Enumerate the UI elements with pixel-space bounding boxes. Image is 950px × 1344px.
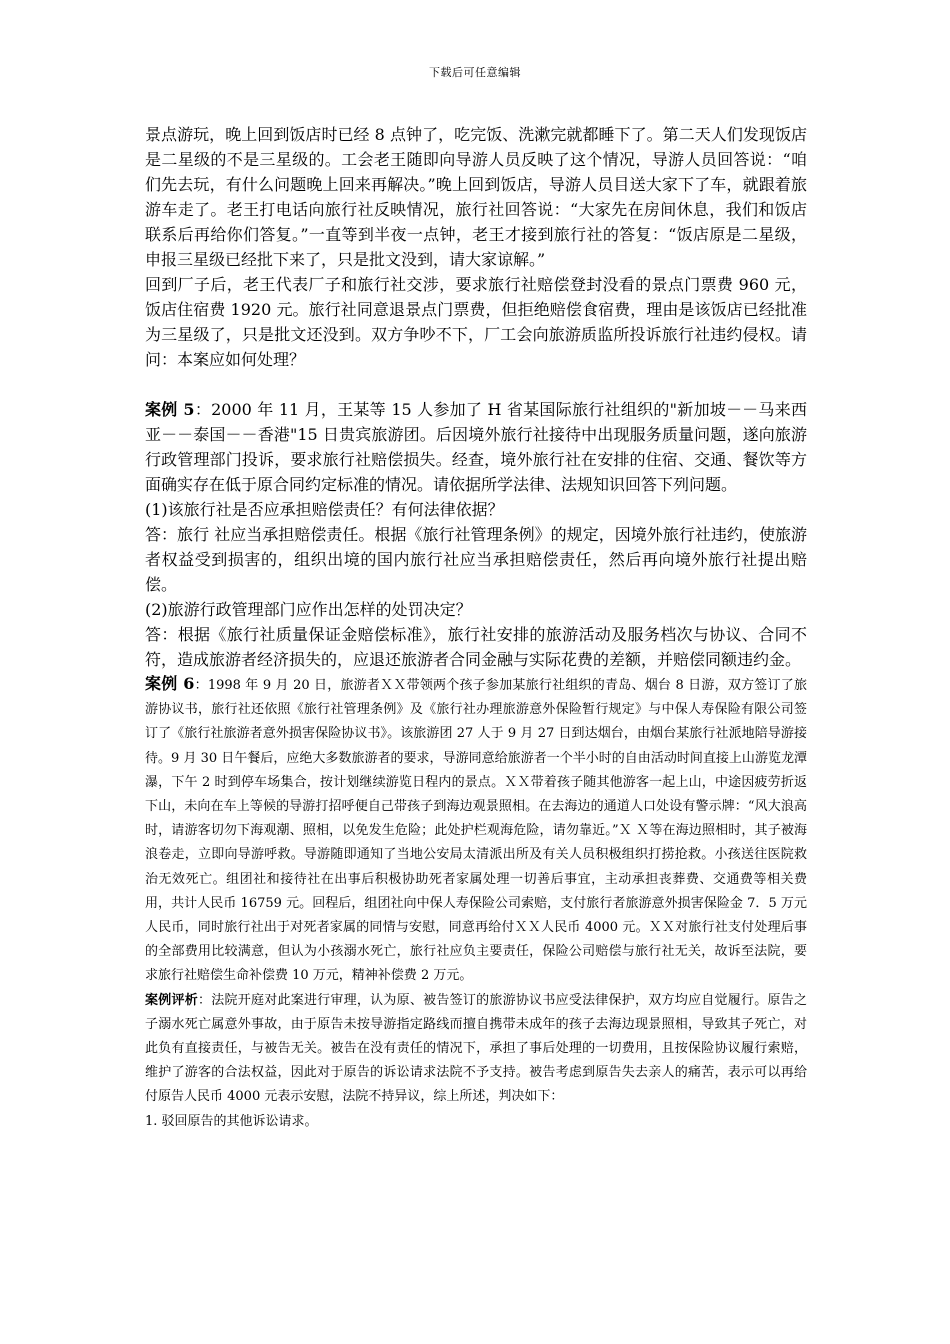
- spacer: [145, 372, 807, 397]
- case6-paragraph: [145, 672, 807, 989]
- question-1: (1)该旅行社是否应承担赔偿责任？有何法律依据？: [145, 500, 504, 519]
- analysis-paragraph: [145, 989, 807, 1110]
- answer-1: 答：旅行 社应当承担赔偿责任。根据《旅行社管理条例》的规定，因境外旅行社违约，使旅游者权益受到损害的，组织出境的国内旅行社应当承担赔偿责任，然后再向境外旅行社提出赔偿。: [145, 525, 807, 594]
- answer-2: 答：根据《旅行社质量保证金赔偿标准》，旅行社安排的旅游活动及服务档次与协议、合同不符，造成旅游者经济损失的，应退还旅游者合同金融与实际花费的差额，并赔偿同额违约金。: [145, 625, 807, 669]
- case6-label: 案例 6: [145, 674, 195, 693]
- verdict-item-1: 1. 驳回原告的其他诉讼请求。: [145, 1113, 318, 1129]
- intro-paragraph-2: 回到厂子后，老王代表厂子和旅行社交涉，要求旅行社赔偿登封没看的景点门票费 960 元，饭店住宿费 1920 元。旅行社同意退景点门票费，但拒绝赔偿食宿费，理由是该饭店已经批准为三星级了，只是批文还没到。双方争吵不下，厂工会向旅游质监所投诉旅行社违约侵权。请问：本案应如何处理？: [145, 275, 807, 369]
- case5-paragraph: [145, 397, 807, 497]
- question-2: (2)旅游行政管理部门应作出怎样的处罚决定？: [145, 600, 472, 619]
- page-header: 下载后可任意编辑: [429, 66, 521, 79]
- analysis-text: ：法院开庭对此案进行审理，认为原、被告签订的旅游协议书应受法律保护，双方均应自觉履行。原告之子溺水死亡属意外事故，由于原告未按导游指定路线而擅自携带未成年的孩子去海边现景照相，导致其子死亡，对此负有直接责任，与被告无关。被告在没有责任的情况下，承担了事后处理的一切费用，且按保险协议履行索赔，维护了游客的合法权益，因此对于原告的诉讼请求法院不予支持。被告考虑到原告失去亲人的痛苦，表示可以再给付原告人民币 4000 元表示安慰，法院不持异议，综上所述，判决如下：: [145, 992, 807, 1105]
- case6-text: ：1998 年 9 月 20 日，旅游者ＸＸ带领两个孩子参加某旅行社组织的青岛、烟台 8 日游，双方签订了旅游协议书，旅行社还依照《旅行社管理条例》及《旅行社办理旅游意外保险暂行规定》与中保人寿保险有限公司签订了《旅行社旅游者意外损害保险协议书》。该旅游团 27 人于 9 月 27 日到达烟台，由烟台某旅行社派地陪导游接待。9 月 30 日午餐后，应绝大多数旅游者的要求，导游同意给旅游者一个半小时的自由活动时间直接上山游览龙潭瀑，下午 2 时到停车场集合，按计划继续游览日程内的景点。ＸＸ带着孩子随其他游客一起上山，中途因疲劳折返下山，未向在车上等候的导游打招呼便自己带孩子到海边观景照相。在去海边的通道人口处设有警示牌：“风大浪高时，请游客切勿下海观潮、照相，以免发生危险；此处护栏观海危险，请勿靠近。”Ｘ Ｘ等在海边照相时，其子被海浪卷走，立即向导游呼救。导游随即通知了当地公安局太清派出所及有关人员积极组织打捞抢救。小孩送往医院救治无效死亡。组团社和接待社在出事后积极协助死者家属处理一切善后事宜，主动承担丧葬费、交通费等相关费用，共计人民币 16759 元。回程后，组团社向中保人寿保险公司索赔，支付旅行者旅游意外损害保险金 7．5 万元人民币，同时旅行社出于对死者家属的同情与安慰，同意再给付ＸＸ人民币 4000 元。ＸＸ对旅行社支付处理后事的全部费用比较满意，但认为小孩溺水死亡，旅行社应负主要责任，保险公司赔偿与旅行社无关，故诉至法院，要求旅行社赔偿生命补偿费 10 万元，精神补偿费 2 万元。: [145, 678, 807, 984]
- analysis-label: 案例评析: [145, 992, 198, 1008]
- intro-paragraph-1: 景点游玩，晚上回到饭店时已经 8 点钟了，吃完饭、洗漱完就都睡下了。第二天人们发现饭店是二星级的不是三星级的。工会老王随即向导游人员反映了这个情况，导游人员回答说：“咱们先去玩，有什么问题晚上回来再解决。”晚上回到饭店，导游人员目送大家下了车，就跟着旅游车走了。老王打电话向旅行社反映情况，旅行社回答说：“大家先在房间休息，我们和饭店联系后再给你们答复。”一直等到半夜一点钟，老王才接到旅行社的答复：“饭店原是二星级，申报三星级已经批下来了，只是批文没到，请大家谅解。”: [145, 125, 807, 269]
- document-body: [145, 122, 807, 1134]
- case5-text: ：2000 年 11 月，王某等 15 人参加了 H 省某国际旅行社组织的"新加坡－－马来西亚－－泰国－－香港"15 日贵宾旅游团。后因境外旅行社接待中出现服务质量问题，遂向旅游行政管理部门投诉，要求旅行社赔偿损失。经查，境外旅行社在安排的住宿、交通、餐饮等方面确实存在低于原合同约定标准的情况。请依据所学法律、法规知识回答下列问题。: [145, 400, 807, 494]
- case5-label: 案例 5: [145, 400, 195, 419]
